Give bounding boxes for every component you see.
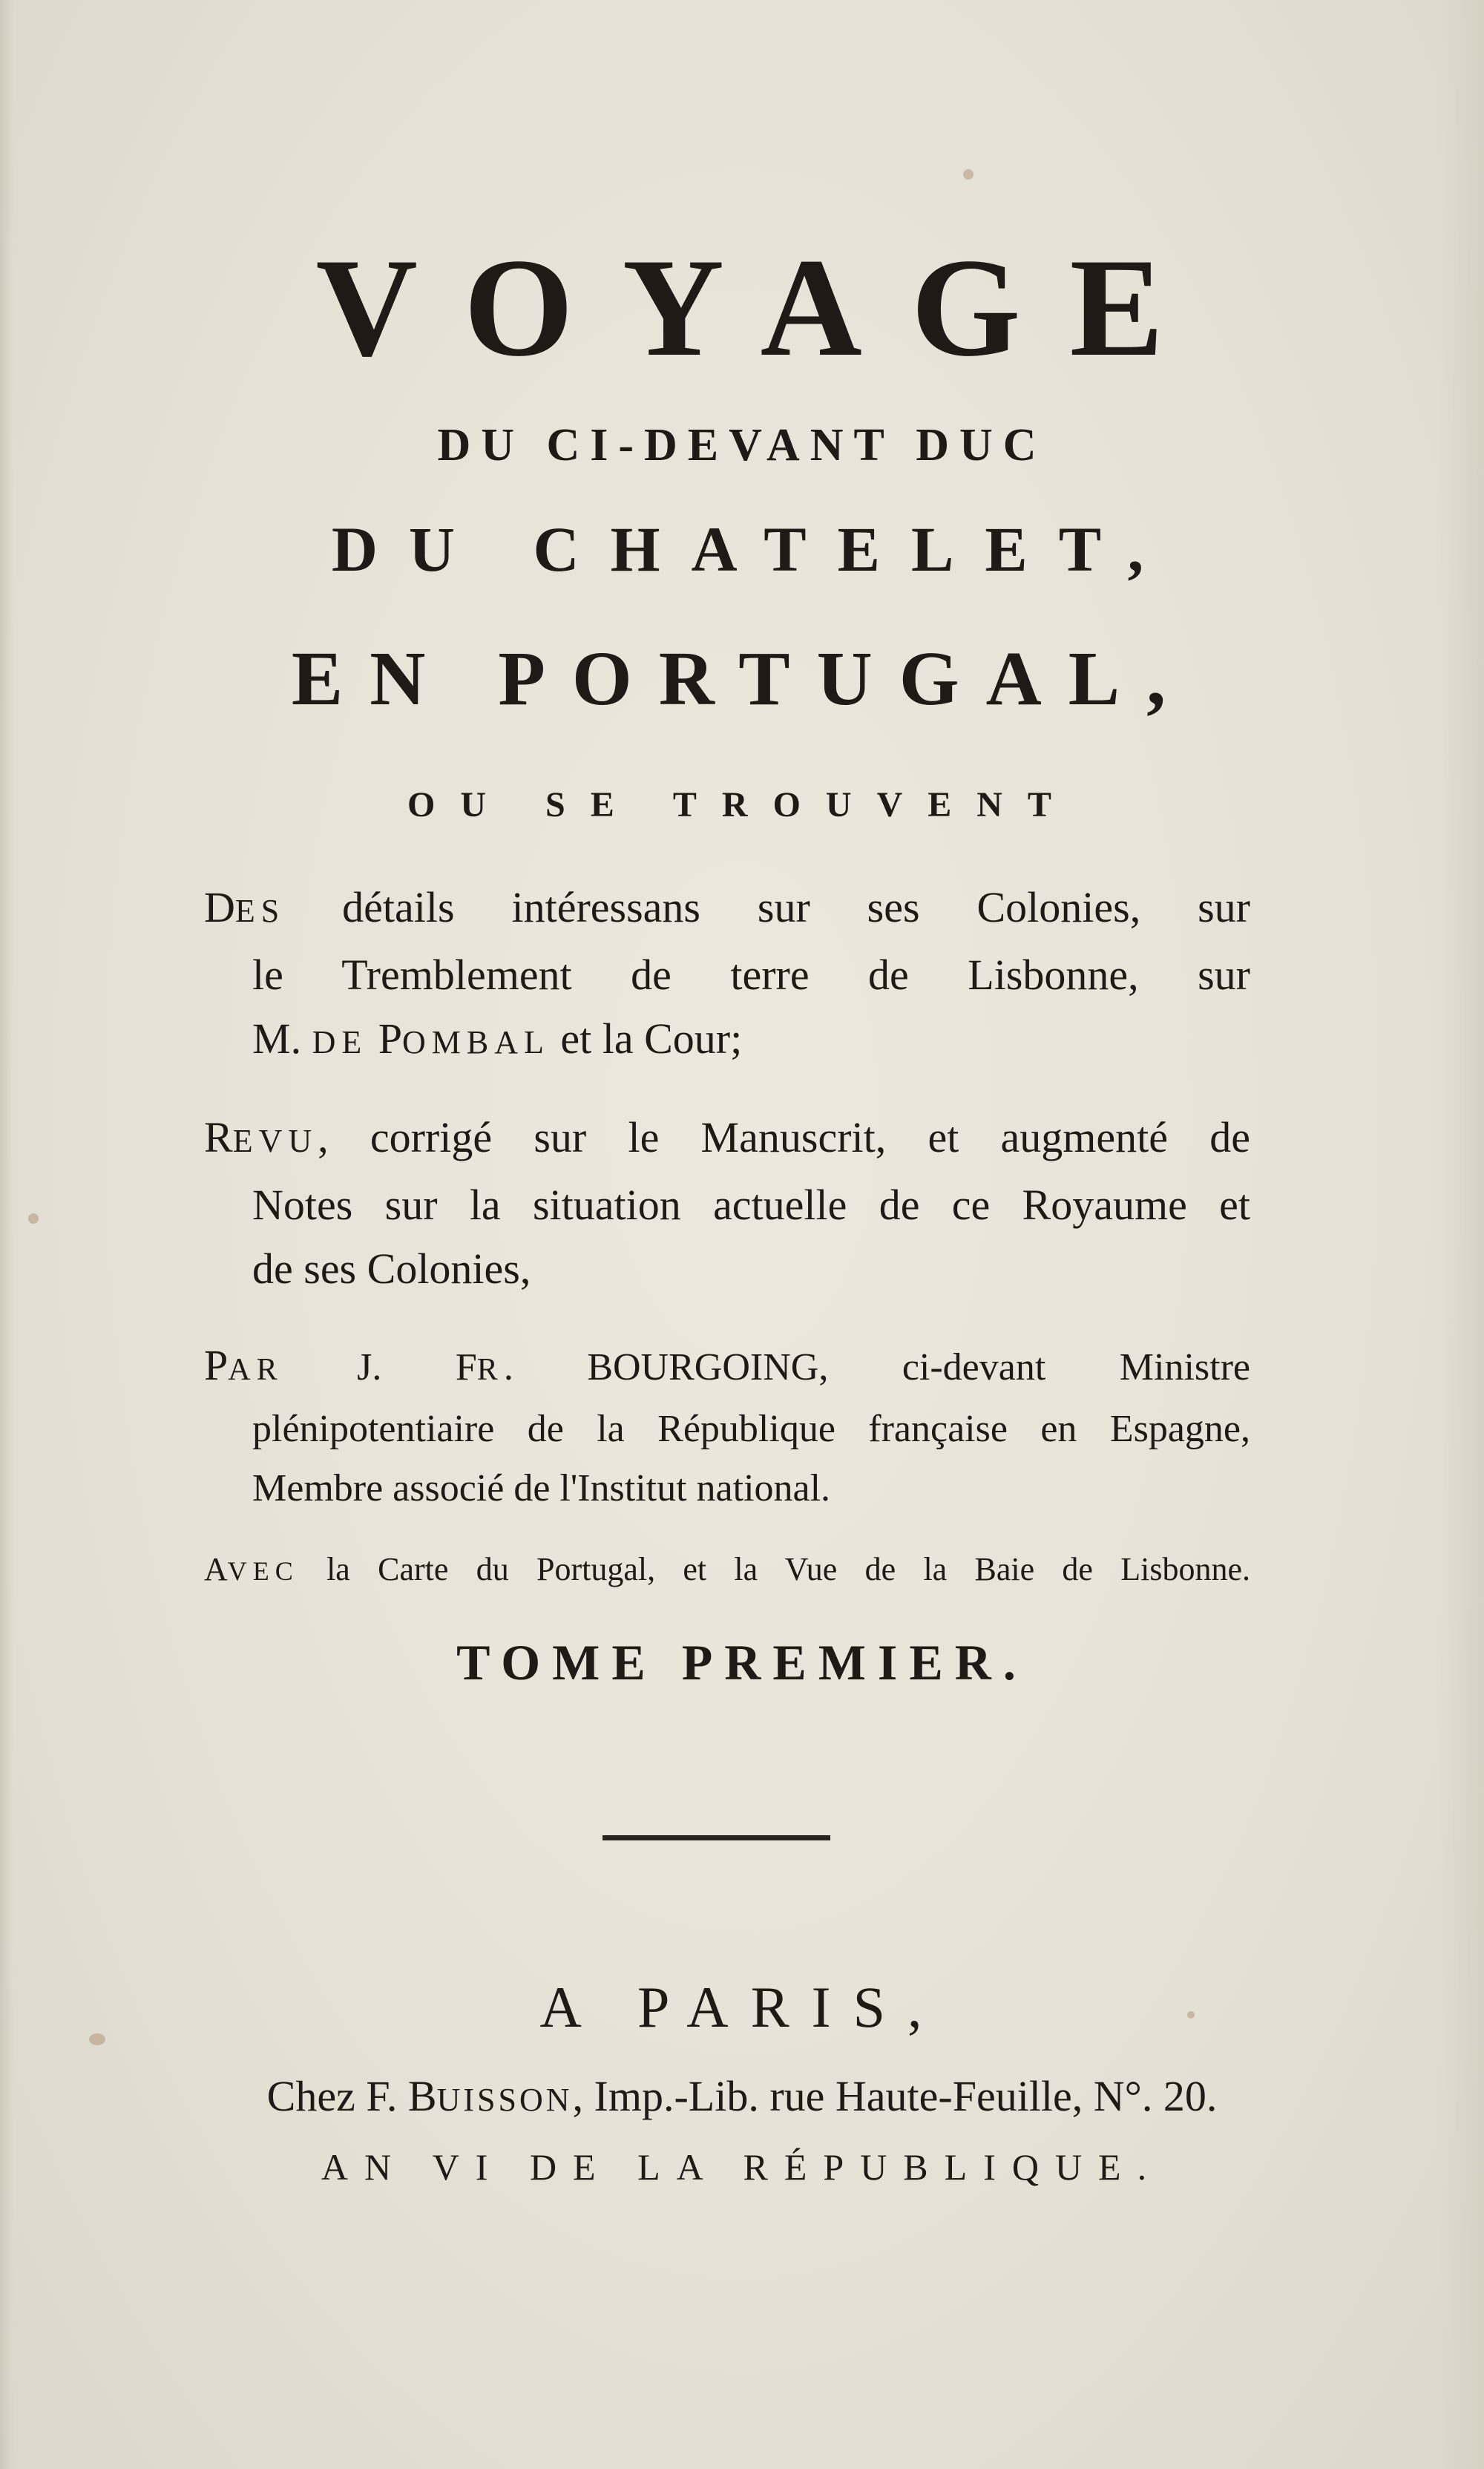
date-text: VI DE LA RÉPUBLIQUE. [407, 2146, 1163, 2188]
author-text: J. F [283, 1346, 477, 1388]
small-caps: N [364, 2146, 408, 2188]
author-line-1 [204, 1336, 1250, 1400]
small-caps: AR [228, 1353, 283, 1387]
volume-label: TOME PREMIER. [456, 1634, 1028, 1691]
small-caps: UISSON [436, 2082, 573, 2118]
revu-line-3: de ses Colonies, [252, 1245, 531, 1293]
subtitle-line-1: DU CI-DEVANT DUC [437, 420, 1047, 470]
details-line-1 [204, 876, 1250, 943]
author-text: . BOURGOING, ci-devant Ministre [503, 1346, 1250, 1388]
publisher-text: Chez F. B [266, 2072, 437, 2120]
imprint-publisher [0, 2067, 1484, 2130]
details-line-3 [204, 1007, 1250, 1075]
small-caps: OMBAL [402, 1024, 550, 1060]
publisher-text: , Imp.-Lib. rue Haute-Feuille, N°. 20. [572, 2072, 1218, 2120]
book-title: VOYAGE [315, 230, 1213, 386]
details-paragraph [204, 876, 1250, 1075]
divider-rule [603, 1835, 830, 1840]
drop-cap: D [204, 883, 235, 931]
details-line-2: le Tremblement de terre de Lisbonne, sur [252, 951, 1250, 999]
details-text: P [367, 1014, 402, 1063]
avec-text: la Carte du Portugal, et la Vue de la Baie de Lisbonne. [298, 1551, 1250, 1587]
author-paragraph [204, 1336, 1250, 1518]
small-caps: EVU [232, 1123, 318, 1159]
author-line-3: Membre associé de l'Institut national. [252, 1467, 831, 1509]
details-text: détails intéressans sur ses Colonies, sur [285, 883, 1250, 931]
small-caps: DE [312, 1024, 368, 1060]
revu-text: , corrigé sur le Manuscrit, et augmenté de [318, 1113, 1250, 1161]
foxing-spot [28, 1213, 39, 1224]
small-caps: R [476, 1353, 504, 1387]
imprint-city: A PARIS, [539, 1975, 945, 2039]
subtitle-line-3: EN PORTUGAL, [291, 636, 1193, 721]
drop-cap: A [321, 2146, 364, 2188]
avec-line [204, 1547, 1250, 1593]
author-line-2: plénipotentiaire de la République française en Espagne, [252, 1408, 1250, 1450]
small-caps: ES [234, 893, 286, 929]
drop-cap: A [204, 1551, 228, 1587]
subtitle-line-2: DU CHATELET, [331, 514, 1175, 585]
drop-cap: P [204, 1341, 229, 1389]
revu-line-2: Notes sur la situation actuelle de ce Royaume et [252, 1181, 1250, 1229]
details-text: et la Cour; [549, 1014, 743, 1063]
foxing-spot [963, 169, 974, 180]
drop-cap: R [204, 1113, 233, 1161]
revu-line-1 [204, 1106, 1250, 1173]
imprint-date [0, 2141, 1484, 2193]
subtitle-line-4: OU SE TROUVENT [407, 785, 1077, 824]
small-caps: VEC [227, 1556, 299, 1586]
revu-paragraph [204, 1106, 1250, 1301]
details-text: M. [252, 1014, 312, 1063]
